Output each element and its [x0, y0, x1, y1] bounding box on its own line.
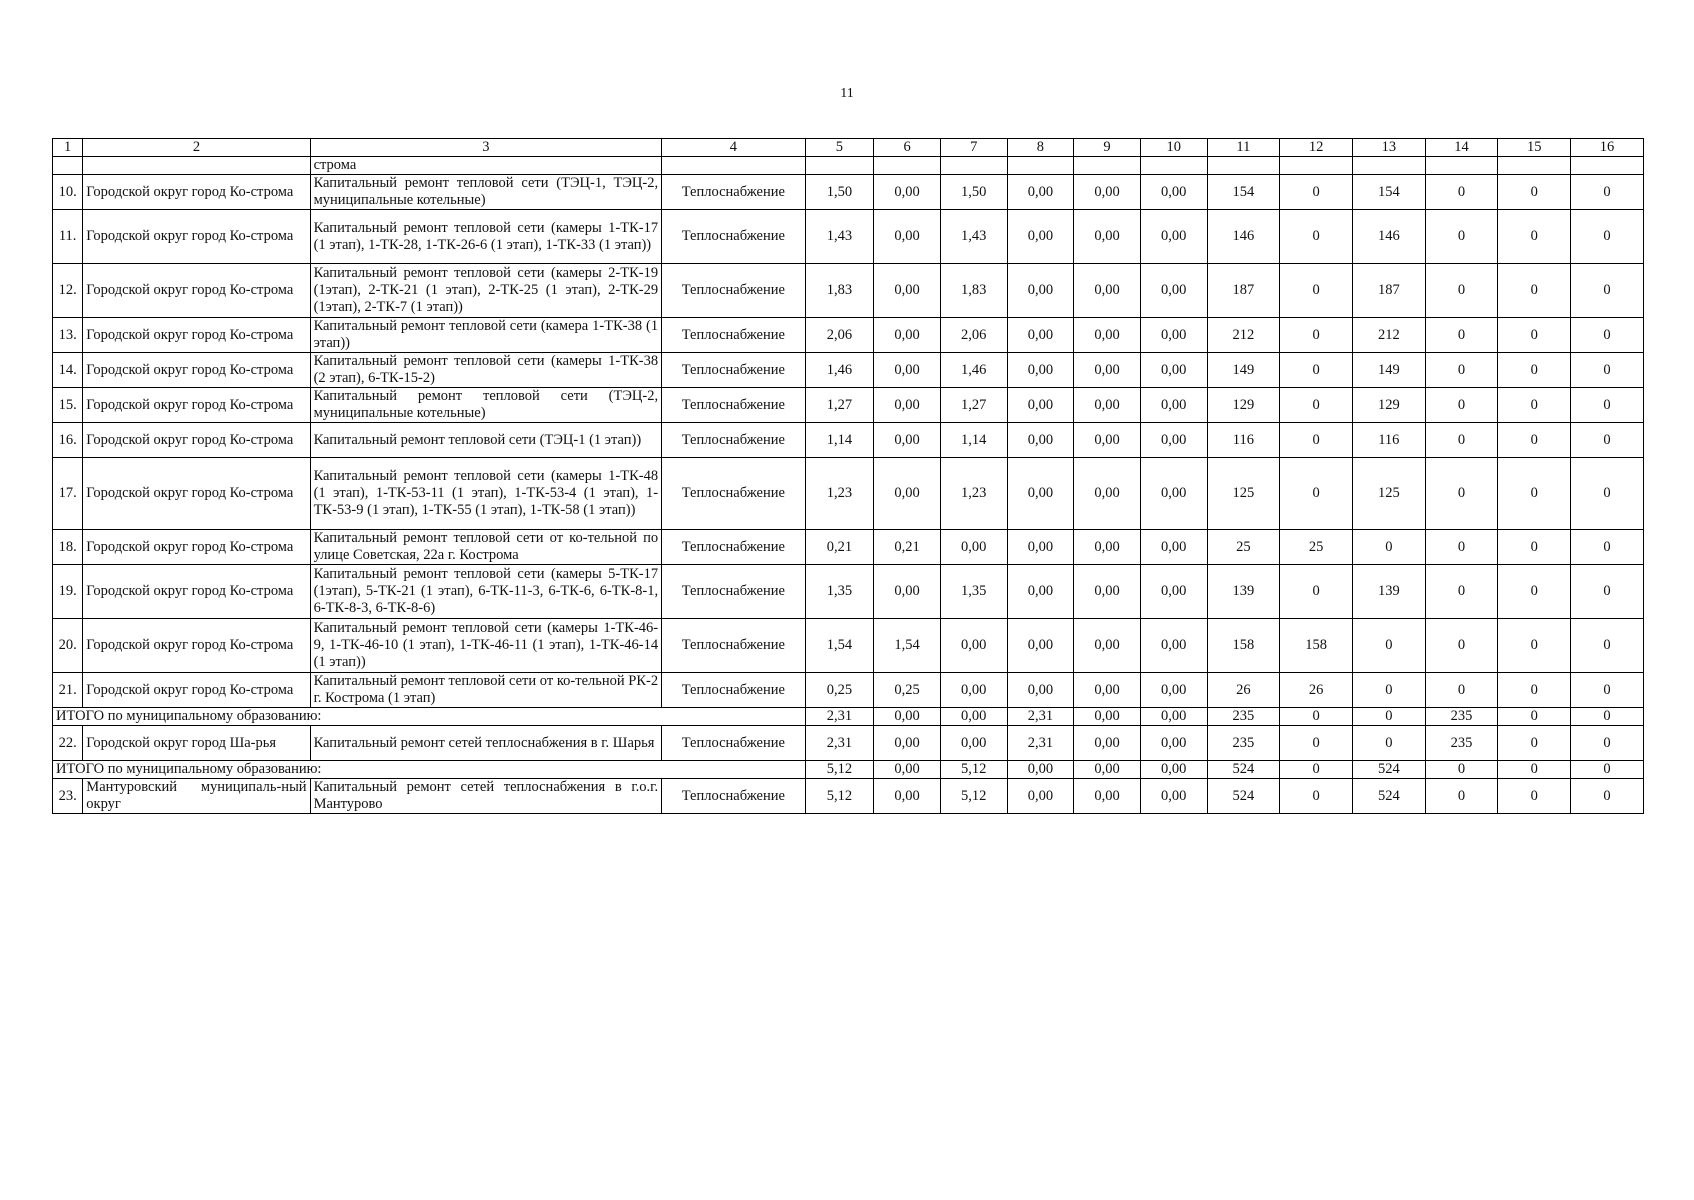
value-cell: 0,00: [1140, 458, 1207, 530]
description-cell: Капитальный ремонт тепловой сети (камера 1-ТК-38 (1 этап)): [310, 318, 662, 353]
value-cell: 116: [1207, 423, 1280, 458]
value-cell: 0: [1498, 210, 1571, 264]
value-cell: 0: [1498, 565, 1571, 619]
value-cell: 0,00: [1007, 565, 1074, 619]
row-number: 19.: [53, 565, 83, 619]
value-cell: 0,00: [1074, 423, 1141, 458]
value-cell: 0,00: [874, 423, 941, 458]
table-row: [53, 210, 1644, 264]
value-cell: 146: [1207, 210, 1280, 264]
page-number: 11: [840, 86, 854, 101]
value-cell: 0,00: [1140, 318, 1207, 353]
table-row: [53, 565, 1644, 619]
table-row: [53, 423, 1644, 458]
continuation-text: строма: [310, 157, 662, 175]
value-cell: 0,00: [1140, 423, 1207, 458]
value-cell: 0,00: [1007, 530, 1074, 565]
type-cell: Теплоснабжение: [662, 210, 805, 264]
value-cell: 1,46: [940, 353, 1007, 388]
total-value-cell: 2,31: [805, 708, 874, 726]
type-cell: Теплоснабжение: [662, 175, 805, 210]
description-cell: Капитальный ремонт тепловой сети от ко-тельной РК-2 г. Кострома (1 этап): [310, 673, 662, 708]
value-cell: 0: [1425, 530, 1498, 565]
municipality-cell: Городской округ город Ко-строма: [83, 210, 310, 264]
value-cell: 0,00: [1074, 353, 1141, 388]
value-cell: 0,00: [1074, 210, 1141, 264]
total-value-cell: 0: [1280, 708, 1353, 726]
total-value-cell: 0,00: [1140, 708, 1207, 726]
value-cell: 0: [1280, 175, 1353, 210]
value-cell: 235: [1425, 726, 1498, 761]
total-value-cell: 0,00: [1074, 708, 1141, 726]
municipality-cell: Городской округ город Ко-строма: [83, 530, 310, 565]
value-cell: 1,83: [940, 264, 1007, 318]
municipality-cell: Городской округ город Ко-строма: [83, 175, 310, 210]
municipality-cell: Городской округ город Ша-рья: [83, 726, 310, 761]
value-cell: 0: [1352, 726, 1425, 761]
value-cell: 0,00: [1140, 530, 1207, 565]
value-cell: 0: [1571, 264, 1644, 318]
value-cell: 0: [1571, 673, 1644, 708]
table-row: [53, 458, 1644, 530]
value-cell: 158: [1280, 619, 1353, 673]
data-table: [52, 138, 1644, 814]
header-col-4: 4: [662, 139, 805, 157]
value-cell: 25: [1280, 530, 1353, 565]
value-cell: 129: [1207, 388, 1280, 423]
value-cell: 0: [1498, 779, 1571, 814]
table-row: [53, 673, 1644, 708]
value-cell: 0: [1280, 264, 1353, 318]
total-value-cell: 0,00: [1140, 761, 1207, 779]
value-cell: 1,46: [805, 353, 874, 388]
value-cell: 0: [1498, 353, 1571, 388]
value-cell: 187: [1352, 264, 1425, 318]
type-cell: Теплоснабжение: [662, 264, 805, 318]
value-cell: 116: [1352, 423, 1425, 458]
total-value-cell: 0: [1425, 761, 1498, 779]
value-cell: 0,00: [1007, 318, 1074, 353]
total-value-cell: 0: [1352, 708, 1425, 726]
value-cell: 1,50: [805, 175, 874, 210]
value-cell: 212: [1352, 318, 1425, 353]
total-value-cell: 0: [1498, 761, 1571, 779]
value-cell: 235: [1207, 726, 1280, 761]
value-cell: 0: [1498, 264, 1571, 318]
value-cell: 0: [1280, 458, 1353, 530]
value-cell: 0: [1571, 565, 1644, 619]
value-cell: 0,00: [874, 458, 941, 530]
table-row: [53, 175, 1644, 210]
value-cell: 0: [1425, 210, 1498, 264]
header-col-7: 7: [940, 139, 1007, 157]
value-cell: 1,14: [805, 423, 874, 458]
value-cell: 0,00: [1074, 726, 1141, 761]
value-cell: 2,06: [940, 318, 1007, 353]
value-cell: 0,00: [1007, 673, 1074, 708]
value-cell: 1,27: [940, 388, 1007, 423]
value-cell: 0: [1425, 388, 1498, 423]
total-value-cell: 0: [1498, 708, 1571, 726]
value-cell: 0: [1425, 423, 1498, 458]
value-cell: 0: [1571, 210, 1644, 264]
value-cell: 26: [1280, 673, 1353, 708]
value-cell: 2,31: [1007, 726, 1074, 761]
total-value-cell: 235: [1425, 708, 1498, 726]
municipality-cell: Городской округ город Ко-строма: [83, 619, 310, 673]
value-cell: 0: [1498, 423, 1571, 458]
value-cell: 0,00: [940, 673, 1007, 708]
value-cell: 0,25: [805, 673, 874, 708]
value-cell: 0,00: [1140, 388, 1207, 423]
value-cell: 0,00: [940, 530, 1007, 565]
municipality-cell: Городской округ город Ко-строма: [83, 318, 310, 353]
value-cell: 0: [1352, 619, 1425, 673]
value-cell: 5,12: [940, 779, 1007, 814]
total-value-cell: 0,00: [1007, 761, 1074, 779]
value-cell: 25: [1207, 530, 1280, 565]
value-cell: 0: [1280, 353, 1353, 388]
value-cell: 0: [1425, 673, 1498, 708]
total-row: [53, 761, 1644, 779]
value-cell: 0,00: [1140, 726, 1207, 761]
value-cell: 139: [1352, 565, 1425, 619]
value-cell: 0: [1280, 565, 1353, 619]
value-cell: 0: [1571, 353, 1644, 388]
row-number: 14.: [53, 353, 83, 388]
value-cell: 0,00: [1007, 264, 1074, 318]
row-number: 16.: [53, 423, 83, 458]
value-cell: 0,00: [1074, 318, 1141, 353]
description-cell: Капитальный ремонт тепловой сети (камеры 1-ТК-48 (1 этап), 1-ТК-53-11 (1 этап), 1-ТК-53-4 (1 этап), 1-ТК-53-9 (1 этап), 1-ТК-55 (1 этап), 1-ТК-58 (1 этап)): [310, 458, 662, 530]
value-cell: 1,83: [805, 264, 874, 318]
row-number: 17.: [53, 458, 83, 530]
value-cell: 0: [1280, 726, 1353, 761]
value-cell: 524: [1207, 779, 1280, 814]
row-number: 12.: [53, 264, 83, 318]
total-value-cell: 524: [1207, 761, 1280, 779]
type-cell: Теплоснабжение: [662, 423, 805, 458]
description-cell: Капитальный ремонт тепловой сети (камеры 1-ТК-38 (2 этап), 6-ТК-15-2): [310, 353, 662, 388]
value-cell: 0,00: [1074, 264, 1141, 318]
value-cell: 0: [1571, 388, 1644, 423]
header-col-15: 15: [1498, 139, 1571, 157]
type-cell: Теплоснабжение: [662, 726, 805, 761]
value-cell: 0: [1571, 458, 1644, 530]
value-cell: 0: [1571, 619, 1644, 673]
description-cell: Капитальный ремонт тепловой сети (камеры 1-ТК-46-9, 1-ТК-46-10 (1 этап), 1-ТК-46-11 (1 этап), 1-ТК-46-14 (1 этап)): [310, 619, 662, 673]
municipality-cell: Городской округ город Ко-строма: [83, 264, 310, 318]
row-number: 21.: [53, 673, 83, 708]
total-value-cell: 0,00: [940, 708, 1007, 726]
municipality-cell: Мантуровский муниципаль-ный округ: [83, 779, 310, 814]
value-cell: 0,00: [1140, 353, 1207, 388]
value-cell: 0,00: [1074, 530, 1141, 565]
header-col-2: 2: [83, 139, 310, 157]
value-cell: 0,21: [805, 530, 874, 565]
value-cell: 0,00: [1140, 779, 1207, 814]
value-cell: 0,00: [1074, 779, 1141, 814]
description-cell: Капитальный ремонт тепловой сети (камеры 5-ТК-17 (1этап), 5-ТК-21 (1 этап), 6-ТК-11-3, 6-ТК-6, 6-ТК-8-1, 6-ТК-8-3, 6-ТК-8-6): [310, 565, 662, 619]
value-cell: 1,43: [805, 210, 874, 264]
header-col-3: 3: [310, 139, 662, 157]
value-cell: 0: [1425, 264, 1498, 318]
row-number: 20.: [53, 619, 83, 673]
value-cell: 139: [1207, 565, 1280, 619]
value-cell: 0: [1352, 530, 1425, 565]
municipality-cell: Городской округ город Ко-строма: [83, 423, 310, 458]
description-cell: Капитальный ремонт тепловой сети (камеры 2-ТК-19 (1этап), 2-ТК-21 (1 этап), 2-ТК-25 (1 этап), 2-ТК-29 (1этап), 2-ТК-7 (1 этап)): [310, 264, 662, 318]
description-cell: Капитальный ремонт тепловой сети (ТЭЦ-1 (1 этап)): [310, 423, 662, 458]
value-cell: 0,00: [874, 779, 941, 814]
table-row: [53, 530, 1644, 565]
value-cell: 0: [1425, 353, 1498, 388]
row-number: 13.: [53, 318, 83, 353]
value-cell: 0: [1498, 388, 1571, 423]
value-cell: 0: [1498, 458, 1571, 530]
value-cell: 0,00: [874, 388, 941, 423]
value-cell: 26: [1207, 673, 1280, 708]
value-cell: 0: [1571, 175, 1644, 210]
value-cell: 0,00: [1140, 619, 1207, 673]
value-cell: 0,00: [874, 264, 941, 318]
value-cell: 0: [1425, 779, 1498, 814]
type-cell: Теплоснабжение: [662, 318, 805, 353]
value-cell: 1,35: [940, 565, 1007, 619]
total-value-cell: 0,00: [1074, 761, 1141, 779]
value-cell: 154: [1207, 175, 1280, 210]
value-cell: 0,00: [940, 619, 1007, 673]
value-cell: 1,54: [805, 619, 874, 673]
row-number: 10.: [53, 175, 83, 210]
header-col-12: 12: [1280, 139, 1353, 157]
type-cell: Теплоснабжение: [662, 530, 805, 565]
total-row: [53, 708, 1644, 726]
value-cell: 0,00: [1007, 175, 1074, 210]
description-cell: Капитальный ремонт тепловой сети (ТЭЦ-2, муниципальные котельные): [310, 388, 662, 423]
row-number: 23.: [53, 779, 83, 814]
value-cell: 129: [1352, 388, 1425, 423]
value-cell: 0: [1498, 318, 1571, 353]
value-cell: 0,00: [1074, 673, 1141, 708]
value-cell: 158: [1207, 619, 1280, 673]
value-cell: 0,00: [1007, 423, 1074, 458]
value-cell: 0,00: [874, 210, 941, 264]
value-cell: 1,27: [805, 388, 874, 423]
table-row: [53, 779, 1644, 814]
municipality-cell: Городской округ город Ко-строма: [83, 565, 310, 619]
value-cell: 0,00: [1140, 175, 1207, 210]
value-cell: 0,00: [1140, 210, 1207, 264]
value-cell: 0,00: [940, 726, 1007, 761]
type-cell: Теплоснабжение: [662, 565, 805, 619]
description-cell: Капитальный ремонт сетей теплоснабжения в г. Шарья: [310, 726, 662, 761]
table-row: [53, 388, 1644, 423]
description-cell: Капитальный ремонт тепловой сети (камеры 1-ТК-17 (1 этап), 1-ТК-28, 1-ТК-26-6 (1 этап), 1-ТК-33 (1 этап)): [310, 210, 662, 264]
value-cell: 149: [1352, 353, 1425, 388]
value-cell: 0,00: [1140, 565, 1207, 619]
value-cell: 149: [1207, 353, 1280, 388]
description-cell: Капитальный ремонт тепловой сети от ко-тельной по улице Советская, 22а г. Кострома: [310, 530, 662, 565]
type-cell: Теплоснабжение: [662, 779, 805, 814]
total-value-cell: 2,31: [1007, 708, 1074, 726]
value-cell: 0: [1352, 673, 1425, 708]
total-value-cell: 0: [1571, 761, 1644, 779]
value-cell: 0: [1280, 423, 1353, 458]
value-cell: 212: [1207, 318, 1280, 353]
total-value-cell: 235: [1207, 708, 1280, 726]
value-cell: 1,35: [805, 565, 874, 619]
value-cell: 0,00: [1007, 353, 1074, 388]
value-cell: 0: [1571, 779, 1644, 814]
value-cell: 0,00: [1007, 458, 1074, 530]
value-cell: 0: [1498, 673, 1571, 708]
header-col-8: 8: [1007, 139, 1074, 157]
value-cell: 0,00: [1007, 388, 1074, 423]
value-cell: 0: [1425, 619, 1498, 673]
value-cell: 0: [1280, 388, 1353, 423]
value-cell: 0,21: [874, 530, 941, 565]
value-cell: 1,14: [940, 423, 1007, 458]
header-col-10: 10: [1140, 139, 1207, 157]
table-row: [53, 318, 1644, 353]
value-cell: 154: [1352, 175, 1425, 210]
table-row: [53, 726, 1644, 761]
value-cell: 0,00: [874, 318, 941, 353]
value-cell: 0: [1498, 530, 1571, 565]
continuation-row: [53, 157, 1644, 175]
total-value-cell: 0,00: [874, 761, 941, 779]
value-cell: 0: [1425, 458, 1498, 530]
value-cell: 0,00: [874, 726, 941, 761]
value-cell: 0: [1280, 210, 1353, 264]
row-number: 22.: [53, 726, 83, 761]
value-cell: 0: [1571, 530, 1644, 565]
value-cell: 0: [1571, 423, 1644, 458]
value-cell: 0: [1498, 619, 1571, 673]
table-row: [53, 619, 1644, 673]
value-cell: 187: [1207, 264, 1280, 318]
value-cell: 5,12: [805, 779, 874, 814]
header-row: [53, 139, 1644, 157]
value-cell: 1,23: [940, 458, 1007, 530]
municipality-cell: Городской округ город Ко-строма: [83, 388, 310, 423]
type-cell: Теплоснабжение: [662, 353, 805, 388]
value-cell: 2,06: [805, 318, 874, 353]
value-cell: 1,50: [940, 175, 1007, 210]
row-number: 18.: [53, 530, 83, 565]
value-cell: 0: [1280, 318, 1353, 353]
header-col-1: 1: [53, 139, 83, 157]
total-value-cell: 0: [1571, 708, 1644, 726]
value-cell: 0,00: [874, 175, 941, 210]
value-cell: 0: [1498, 726, 1571, 761]
value-cell: 0,00: [874, 353, 941, 388]
value-cell: 1,23: [805, 458, 874, 530]
value-cell: 125: [1207, 458, 1280, 530]
total-value-cell: 0,00: [874, 708, 941, 726]
value-cell: 0,00: [1007, 779, 1074, 814]
value-cell: 1,43: [940, 210, 1007, 264]
table-row: [53, 353, 1644, 388]
value-cell: 0,00: [1074, 565, 1141, 619]
value-cell: 0,00: [874, 565, 941, 619]
municipality-cell: Городской округ город Ко-строма: [83, 353, 310, 388]
value-cell: 146: [1352, 210, 1425, 264]
value-cell: 0,00: [1074, 458, 1141, 530]
value-cell: 0: [1571, 318, 1644, 353]
type-cell: Теплоснабжение: [662, 458, 805, 530]
header-col-13: 13: [1352, 139, 1425, 157]
total-value-cell: 524: [1352, 761, 1425, 779]
value-cell: 0,00: [1074, 175, 1141, 210]
value-cell: 0: [1280, 779, 1353, 814]
total-label: ИТОГО по муниципальному образованию:: [53, 708, 806, 726]
municipality-cell: Городской округ город Ко-строма: [83, 673, 310, 708]
row-number: 11.: [53, 210, 83, 264]
header-col-6: 6: [874, 139, 941, 157]
header-col-5: 5: [805, 139, 874, 157]
value-cell: 2,31: [805, 726, 874, 761]
type-cell: Теплоснабжение: [662, 673, 805, 708]
description-cell: Капитальный ремонт сетей теплоснабжения в г.о.г. Мантурово: [310, 779, 662, 814]
header-col-14: 14: [1425, 139, 1498, 157]
type-cell: Теплоснабжение: [662, 619, 805, 673]
table-row: [53, 264, 1644, 318]
value-cell: 125: [1352, 458, 1425, 530]
total-value-cell: 5,12: [805, 761, 874, 779]
header-col-9: 9: [1074, 139, 1141, 157]
header-col-16: 16: [1571, 139, 1644, 157]
value-cell: 0,00: [1074, 388, 1141, 423]
value-cell: 0: [1498, 175, 1571, 210]
description-cell: Капитальный ремонт тепловой сети (ТЭЦ-1, ТЭЦ-2, муниципальные котельные): [310, 175, 662, 210]
value-cell: 0,00: [1007, 619, 1074, 673]
value-cell: 0,00: [1007, 210, 1074, 264]
value-cell: 0: [1425, 318, 1498, 353]
value-cell: 0,25: [874, 673, 941, 708]
value-cell: 0: [1571, 726, 1644, 761]
row-number: 15.: [53, 388, 83, 423]
type-cell: Теплоснабжение: [662, 388, 805, 423]
value-cell: 0,00: [1140, 264, 1207, 318]
value-cell: 524: [1352, 779, 1425, 814]
municipality-cell: Городской округ город Ко-строма: [83, 458, 310, 530]
value-cell: 0,00: [1140, 673, 1207, 708]
value-cell: 1,54: [874, 619, 941, 673]
header-col-11: 11: [1207, 139, 1280, 157]
total-label: ИТОГО по муниципальному образованию:: [53, 761, 806, 779]
value-cell: 0: [1425, 565, 1498, 619]
total-value-cell: 5,12: [940, 761, 1007, 779]
value-cell: 0: [1425, 175, 1498, 210]
value-cell: 0,00: [1074, 619, 1141, 673]
total-value-cell: 0: [1280, 761, 1353, 779]
